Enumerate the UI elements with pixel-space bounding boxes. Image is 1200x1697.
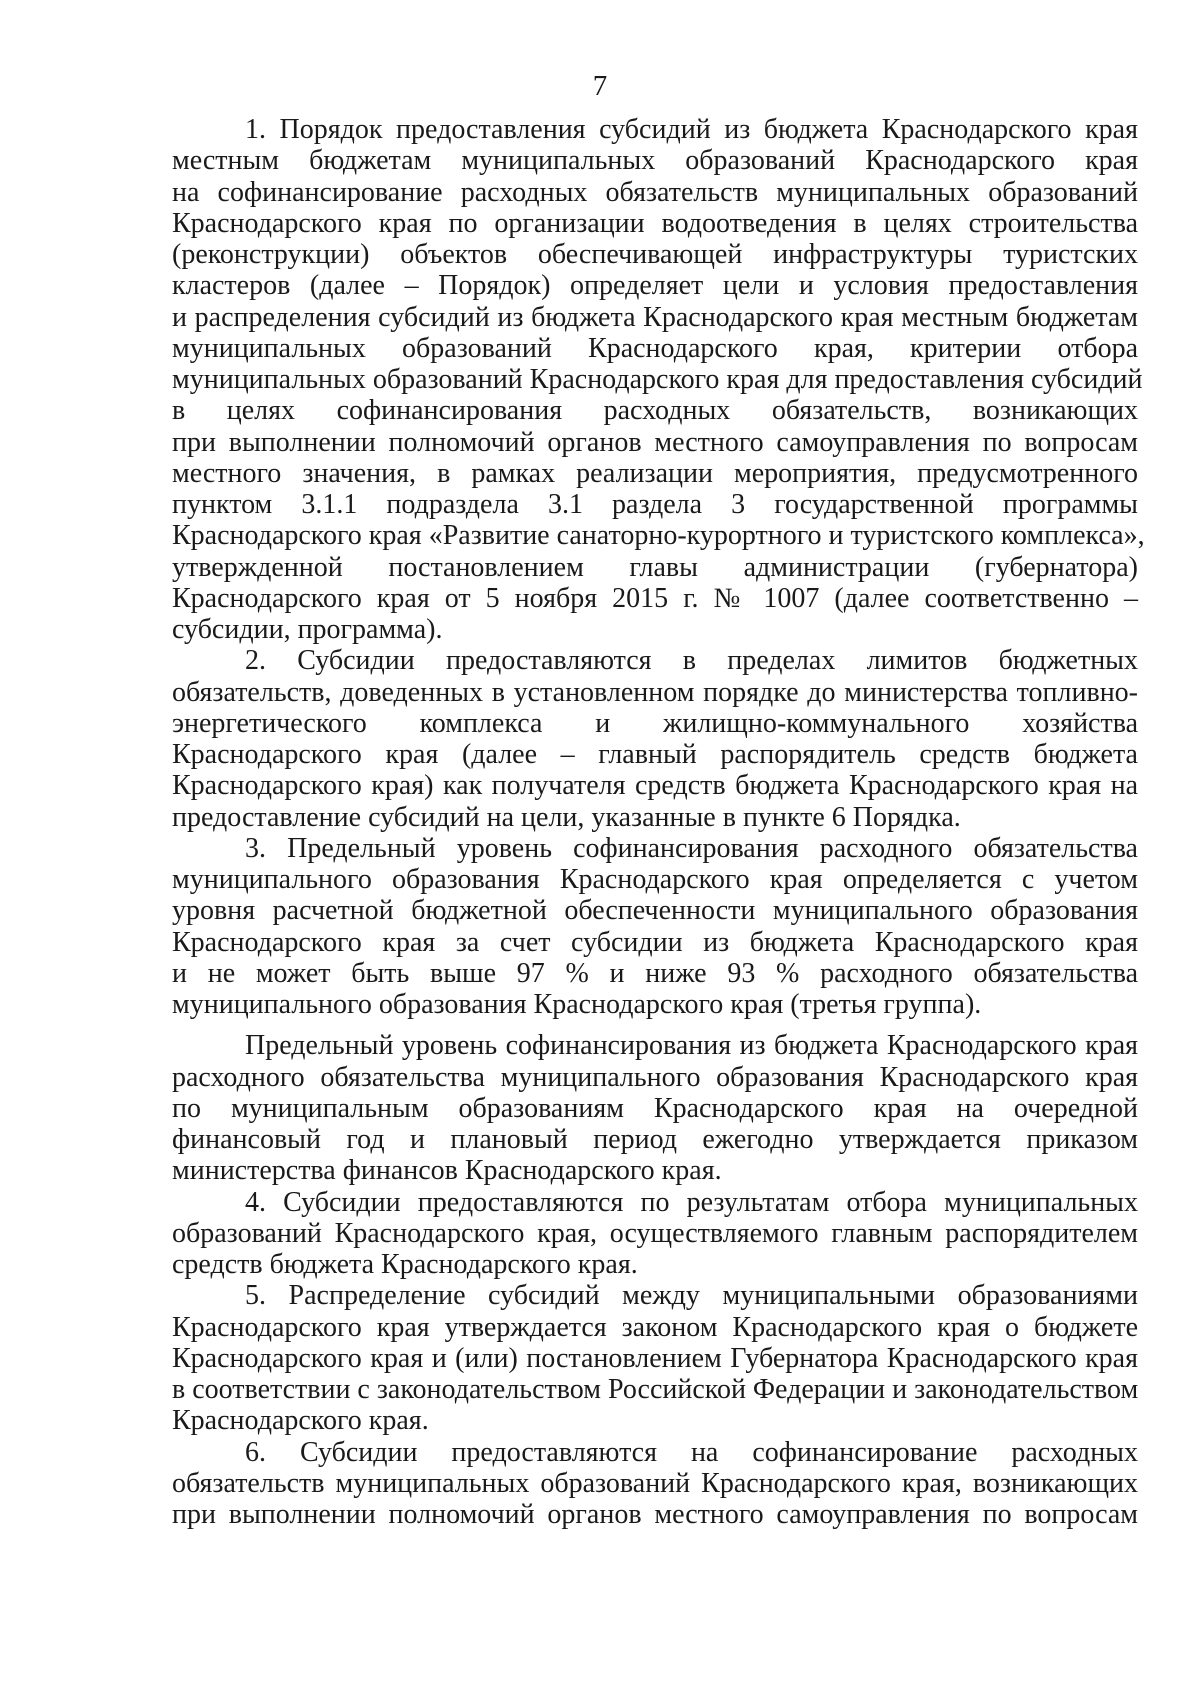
text-line: Краснодарского края утверждается законом Краснодарского края о бюджете [172, 1311, 1138, 1343]
text-line: и распределения субсидий из бюджета Краснодарского края местным бюджетам [172, 301, 1138, 333]
document-body [172, 114, 1145, 1530]
text-line: при выполнении полномочий органов местного самоуправления по вопросам [172, 1499, 1138, 1530]
text-line: 3. Предельный уровень софинансирования расходного обязательства [245, 832, 1138, 864]
text-line: образований Краснодарского края, осуществляемого главным распорядителем [172, 1217, 1138, 1249]
text-line: средств бюджета Краснодарского края. [172, 1249, 638, 1280]
text-line: пунктом 3.1.1 подраздела 3.1 раздела 3 государственной программы [172, 489, 1138, 520]
text-line: утвержденной постановлением главы администрации (губернатора) [172, 551, 1138, 583]
text-line: обязательств муниципальных образований Краснодарского края, возникающих [172, 1467, 1138, 1499]
paragraph [172, 1437, 1138, 1531]
text-line: энергетического комплекса и жилищно-коммунального хозяйства [172, 707, 1138, 739]
text-line: 5. Распределение субсидий между муниципальными образованиями [245, 1280, 1138, 1312]
paragraph [172, 833, 1138, 1021]
text-line: в целях софинансирования расходных обязательств, возникающих [172, 395, 1138, 427]
text-line: кластеров (далее – Порядок) определяет цели и условия предоставления [172, 270, 1138, 302]
text-line: муниципального образования Краснодарского края определяется с учетом [172, 864, 1138, 895]
text-line: 4. Субсидии предоставляются по результатам отбора муниципальных [245, 1186, 1138, 1218]
text-line: Краснодарского края «Развитие санаторно-курортного и туристского комплекса», [172, 520, 1145, 552]
paragraph [172, 1030, 1138, 1186]
text-line: Краснодарского края) как получателя средств бюджета Краснодарского края на [172, 770, 1138, 802]
text-line: (реконструкции) объектов обеспечивающей инфраструктуры туристских [172, 239, 1138, 270]
paragraph [172, 1187, 1138, 1281]
text-line: муниципальных образований Краснодарского края для предоставления субсидий [172, 364, 1143, 395]
text-line: министерства финансов Краснодарского края. [172, 1155, 722, 1187]
text-line: и не может быть выше 97 % и ниже 93 % расходного обязательства [172, 957, 1138, 989]
text-line: на софинансирование расходных обязательств муниципальных образований [172, 176, 1138, 208]
text-line: уровня расчетной бюджетной обеспеченности муниципального образования [172, 895, 1138, 927]
text-line: 2. Субсидии предоставляются в пределах лимитов бюджетных [245, 645, 1138, 677]
paragraph [172, 1280, 1138, 1436]
text-line: Краснодарского края от 5 ноября 2015 г. № 1007 (далее соответственно – [172, 582, 1138, 614]
text-line: Краснодарского края по организации водоотведения в целях строительства [172, 207, 1138, 239]
text-line: Краснодарского края и (или) постановлением Губернатора Краснодарского края [172, 1342, 1138, 1374]
paragraph [172, 645, 1138, 833]
text-line: по муниципальным образованиям Краснодарского края на очередной [172, 1092, 1138, 1124]
text-line: муниципальных образований Краснодарского края, критерии отбора [172, 332, 1138, 364]
text-line: 1. Порядок предоставления субсидий из бюджета Краснодарского края [245, 114, 1138, 145]
text-line: финансовый год и плановый период ежегодно утверждается приказом [172, 1124, 1138, 1155]
text-line: в соответствии с законодательством Российской Федерации и законодательством [172, 1374, 1139, 1405]
text-line: Краснодарского края за счет субсидии из бюджета Краснодарского края [172, 926, 1138, 958]
text-line: муниципального образования Краснодарского края (третья группа). [172, 989, 982, 1020]
text-line: местным бюджетам муниципальных образований Краснодарского края [172, 145, 1138, 177]
text-line: предоставление субсидий на цели, указанные в пункте 6 Порядка. [172, 801, 961, 833]
text-line: Краснодарского края (далее – главный распорядитель средств бюджета [172, 739, 1138, 770]
text-line: обязательств, доведенных в установленном порядке до министерства топливно- [172, 676, 1138, 708]
page-number: 7 [592, 70, 608, 102]
text-line: Краснодарского края. [172, 1405, 429, 1437]
paragraph [172, 114, 1145, 645]
text-line: Предельный уровень софинансирования из бюджета Краснодарского края [245, 1030, 1138, 1062]
text-line: местного значения, в рамках реализации мероприятия, предусмотренного [172, 457, 1138, 489]
text-line: при выполнении полномочий органов местного самоуправления по вопросам [172, 426, 1138, 458]
text-line: субсидии, программа). [172, 614, 443, 645]
text-line: 6. Субсидии предоставляются на софинансирование расходных [245, 1436, 1138, 1468]
text-line: расходного обязательства муниципального образования Краснодарского края [172, 1061, 1138, 1093]
